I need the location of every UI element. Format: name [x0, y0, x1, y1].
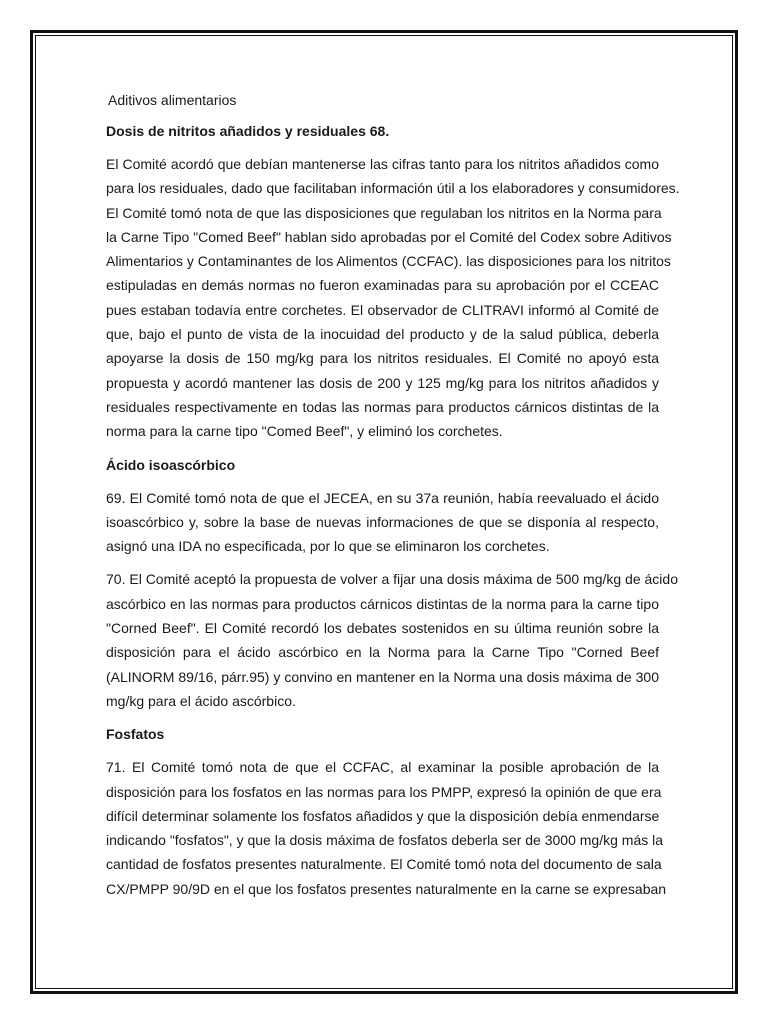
- text-line: cantidad de fosfatos presentes naturalmente. El Comité tomó nota del documento de sala: [106, 856, 662, 873]
- text-line: ascórbico en las normas para productos cárnicos distintas de la norma para la carne tipo: [106, 595, 659, 612]
- text-line: El Comité tomó nota de que las disposiciones que regulaban los nitritos en la Norma para: [106, 204, 662, 221]
- paragraph-71: [106, 755, 667, 901]
- text-line: norma para la carne tipo "Comed Beef", y eliminó los corchetes.: [106, 423, 503, 440]
- section-heading-acido-isoascorbico: Ácido isoascórbico: [106, 456, 236, 473]
- text-line: (ALINORM 89/16, párr.95) y convino en mantener en la Norma una dosis máxima de 300: [106, 668, 659, 685]
- paragraph-nitritos: [106, 152, 680, 444]
- text-line: disposición para el ácido ascórbico en la Norma para la Carne Tipo "Corned Beef: [106, 644, 659, 661]
- text-line: difícil determinar solamente los fosfatos añadidos y que la disposición debía enmendarse: [106, 807, 660, 824]
- text-line: estipuladas en demás normas no fueron examinadas para su aprobación por el CCEAC: [106, 277, 659, 294]
- text-line: indicando "fosfatos", y que la dosis máxima de fosfatos deberla ser de 3000 mg/kg más la: [106, 832, 664, 849]
- text-line: disposición para los fosfatos en las normas para los PMPP, expresó la opinión de que era: [106, 783, 662, 800]
- text-line: pues estaban todavía entre corchetes. El observador de CLITRAVI informó al Comité de: [106, 301, 659, 318]
- text-line: mg/kg para el ácido ascórbico.: [106, 692, 296, 709]
- text-line: El Comité acordó que debían mantenerse las cifras tanto para los nitritos añadidos como: [106, 156, 659, 172]
- text-line: asignó una IDA no especificada, por lo que se eliminaron los corchetes.: [106, 538, 550, 555]
- text-line: 71. El Comité tomó nota de que el CCFAC, al examinar la posible aprobación de la: [106, 759, 659, 776]
- text-line: isoascórbico y, sobre la base de nuevas informaciones de que se disponía al respecto,: [106, 513, 659, 530]
- text-line: residuales respectivamente en todas las normas para productos cárnicos distintas de la: [106, 398, 659, 415]
- text-line: CX/PMPP 90/9D en el que los fosfatos presentes naturalmente en la carne se expresaban: [106, 880, 667, 897]
- section-heading-nitritos: Dosis de nitritos añadidos y residuales 68.: [106, 123, 390, 139]
- text-line: que, bajo el punto de vista de la inocuidad del producto y de la salud pública, deberla: [106, 326, 659, 343]
- section-heading-fosfatos: Fosfatos: [106, 726, 165, 743]
- text-line: la Carne Tipo "Comed Beef" hablan sido aprobadas por el Comité del Codex sobre Aditivos: [106, 228, 672, 245]
- top-label: Aditivos alimentarios: [108, 92, 237, 108]
- text-line: propuesta y acordó mantener las dosis de 200 y 125 mg/kg para los nitritos añadidos y: [106, 374, 659, 391]
- text-line: "Corned Beef". El Comité recordó los debates sostenidos en su última reunión sobre la: [106, 620, 659, 637]
- paragraph-70: [106, 567, 678, 713]
- text-line: 69. El Comité tomó nota de que el JECEA, en su 37a reunión, había reevaluado el ácido: [106, 489, 659, 506]
- text-line: 70. El Comité aceptó la propuesta de volver a fijar una dosis máxima de 500 mg/kg de ácido: [106, 571, 678, 588]
- text-line: para los residuales, dado que facilitaban información útil a los elaboradores y consumidores.: [106, 180, 680, 197]
- document-content: [106, 88, 680, 901]
- paragraph-69: [106, 486, 659, 559]
- text-line: apoyarse la dosis de 150 mg/kg para los nitritos residuales. El Comité no apoyó esta: [106, 350, 659, 367]
- text-line: Alimentarios y Contaminantes de los Alimentos (CCFAC). las disposiciones para los nitritos: [106, 253, 671, 270]
